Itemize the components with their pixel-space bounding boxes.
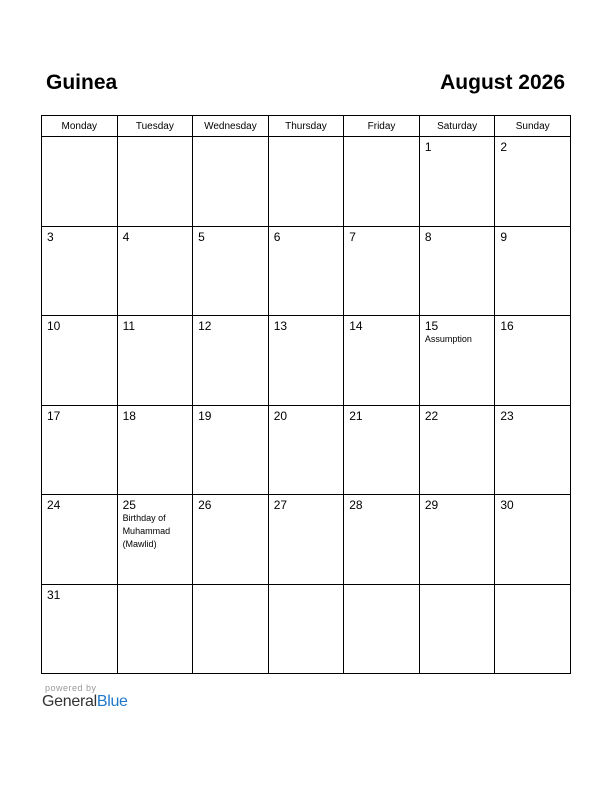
day-number: 27 — [273, 498, 288, 512]
holiday-label: Assumption — [424, 334, 472, 344]
weekday-header: Monday — [42, 116, 118, 137]
day-cell — [117, 316, 193, 406]
day-number: 6 — [273, 229, 281, 244]
day-cell — [419, 226, 495, 316]
day-cell — [42, 137, 118, 227]
day-cell — [344, 137, 420, 227]
day-number: 12 — [198, 319, 212, 333]
day-cell — [42, 405, 118, 495]
day-number: 31 — [47, 587, 61, 602]
day-number: 19 — [198, 408, 212, 423]
day-number: 13 — [273, 319, 288, 333]
powered-by-text: powered by — [45, 683, 97, 693]
calendar-grid — [41, 115, 571, 674]
day-number: 18 — [122, 408, 136, 423]
day-number: 9 — [500, 229, 508, 244]
day-number: 15 — [424, 319, 439, 333]
day-number: 23 — [500, 408, 514, 423]
week-row — [42, 495, 571, 585]
week-row — [42, 405, 571, 495]
day-number: 29 — [424, 498, 439, 512]
day-cell — [42, 226, 118, 316]
day-cell — [268, 316, 344, 406]
day-cell — [344, 316, 420, 406]
day-cell — [344, 584, 420, 674]
day-number: 24 — [47, 498, 61, 512]
day-number: 16 — [500, 319, 514, 333]
day-cell — [193, 316, 269, 406]
weekday-header: Sunday — [495, 116, 571, 137]
day-cell — [193, 137, 269, 227]
day-cell — [495, 316, 571, 406]
day-number: 7 — [349, 229, 356, 244]
day-cell — [419, 584, 495, 674]
week-row — [42, 226, 571, 316]
day-cell — [495, 584, 571, 674]
day-cell — [344, 226, 420, 316]
day-cell — [42, 316, 118, 406]
weekday-header-row — [42, 116, 571, 137]
day-cell — [344, 405, 420, 495]
weekday-header: Thursday — [268, 116, 344, 137]
brand-blue-text: Blue — [96, 693, 128, 710]
day-cell — [495, 137, 571, 227]
week-row — [42, 584, 571, 674]
day-cell — [193, 226, 269, 316]
day-cell — [495, 226, 571, 316]
day-cell — [268, 226, 344, 316]
day-cell — [117, 495, 193, 585]
day-number: 21 — [349, 408, 363, 423]
day-number: 11 — [122, 319, 136, 333]
country-title: Guinea — [46, 71, 118, 94]
day-number: 20 — [273, 408, 288, 423]
day-cell — [495, 405, 571, 495]
week-row — [42, 137, 571, 227]
month-title: August 2026 — [440, 71, 565, 94]
weekday-header: Wednesday — [193, 116, 269, 137]
week-row — [42, 316, 571, 406]
day-number: 5 — [198, 229, 205, 244]
day-cell — [419, 316, 495, 406]
day-cell — [193, 405, 269, 495]
day-number: 2 — [500, 140, 508, 154]
day-cell — [419, 405, 495, 495]
day-cell — [268, 137, 344, 227]
day-number: 30 — [500, 498, 514, 512]
day-cell — [193, 584, 269, 674]
day-number: 14 — [349, 319, 363, 333]
day-cell — [193, 495, 269, 585]
day-number: 3 — [47, 229, 54, 244]
day-number: 10 — [47, 319, 61, 333]
day-cell — [268, 405, 344, 495]
day-cell — [117, 584, 193, 674]
day-cell — [117, 226, 193, 316]
day-cell — [268, 584, 344, 674]
day-number: 28 — [349, 498, 363, 512]
day-number: 26 — [198, 498, 212, 512]
day-cell — [117, 405, 193, 495]
day-cell — [117, 137, 193, 227]
day-cell — [419, 495, 495, 585]
day-number: 25 — [122, 498, 136, 512]
day-cell — [268, 495, 344, 585]
day-number: 4 — [122, 229, 130, 244]
brand-general-text: General — [42, 693, 97, 710]
holiday-label: Birthday of Muhammad (Mawlid) — [122, 513, 171, 549]
weekday-header: Friday — [344, 116, 420, 137]
day-cell — [42, 495, 118, 585]
day-cell — [42, 584, 118, 674]
weekday-header: Saturday — [419, 116, 495, 137]
brand-logo[interactable] — [42, 693, 128, 711]
day-number: 17 — [47, 408, 61, 423]
day-cell — [495, 495, 571, 585]
day-number: 8 — [424, 229, 432, 244]
day-number: 1 — [424, 140, 432, 154]
weekday-header: Tuesday — [117, 116, 193, 137]
day-number: 22 — [424, 408, 439, 423]
day-cell — [344, 495, 420, 585]
day-cell — [419, 137, 495, 227]
